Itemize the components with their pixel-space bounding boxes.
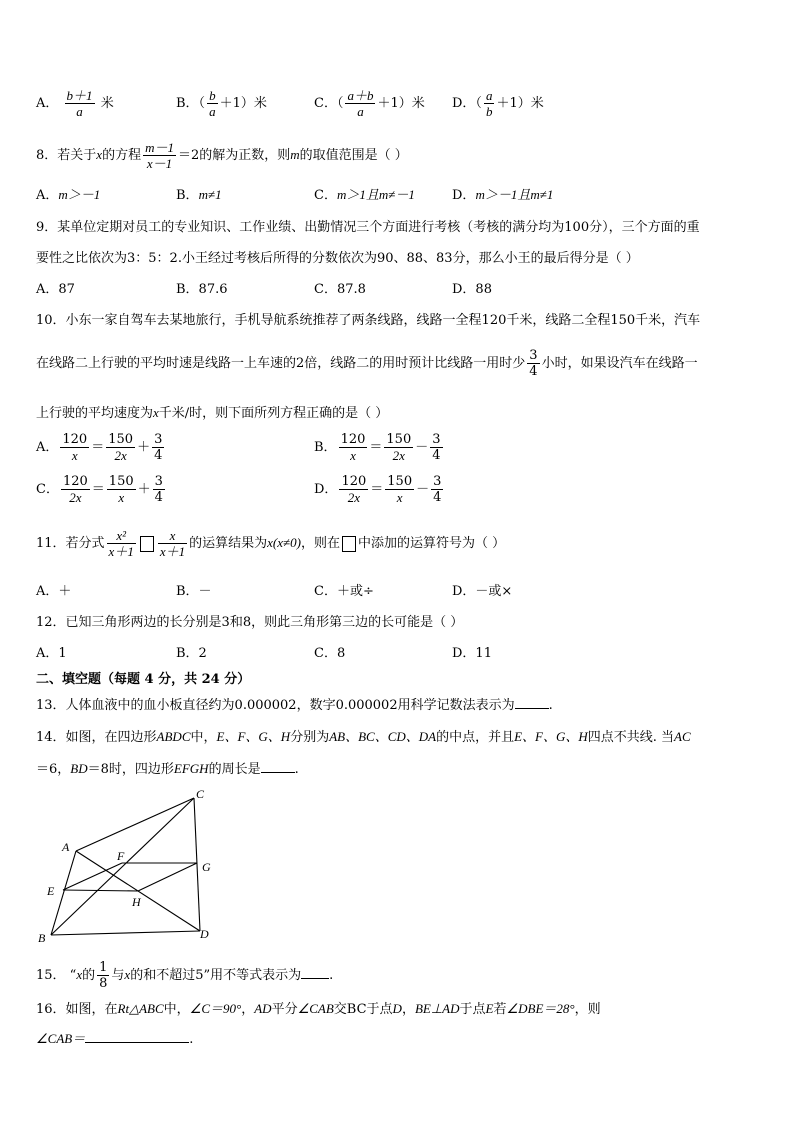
q15-stem [36, 960, 333, 991]
fraction [339, 474, 368, 505]
numerator: 120 [62, 474, 88, 489]
q10-option-a [36, 432, 166, 463]
numerator: 120 [341, 474, 367, 489]
fraction [143, 140, 176, 171]
q10-line1: 10．小东一家自驾车去某地旅行，手机导航系统推荐了两条线路，线路一全程120千米，线路二全程150千米，汽车 [36, 313, 701, 328]
denominator: x－1 [146, 156, 173, 171]
text: 与 [111, 968, 125, 983]
q9-option-c: C．87.8 [314, 282, 366, 297]
quadrilateral-figure [38, 785, 218, 947]
q11-option-d: D．－或× [452, 584, 513, 599]
text: 分别为 [290, 730, 330, 745]
segment-bc [51, 798, 194, 935]
numerator: 3 [529, 348, 538, 363]
numerator: b＋1 [66, 88, 93, 103]
variable: ∠CAB [297, 1001, 334, 1016]
text: 的 [82, 968, 96, 983]
fraction [207, 88, 218, 119]
numerator: 150 [108, 474, 134, 489]
variable: ∠C＝90° [189, 1001, 242, 1016]
text: 中， [190, 730, 217, 745]
denominator: x＋1 [159, 544, 186, 559]
q12-option-a: A．1 [36, 646, 67, 661]
denominator: 4 [529, 364, 538, 379]
fraction [527, 348, 539, 379]
variable: E [485, 1001, 494, 1016]
text: ＝ [91, 482, 105, 497]
fraction [61, 474, 90, 505]
denominator: b [485, 104, 493, 119]
q7-option-a [36, 88, 114, 119]
denominator: 2x [347, 490, 360, 505]
q11-stem [36, 528, 505, 559]
option-tail: ＋1）米 [377, 96, 425, 111]
q10-line3 [36, 404, 388, 423]
q14-line1 [36, 728, 691, 747]
text: 千米/时，则下面所列方程正确的是（ ） [158, 406, 389, 421]
denominator: a [357, 104, 364, 119]
numerator: 3 [432, 432, 441, 447]
numerator: 120 [340, 432, 366, 447]
numerator: b [209, 88, 216, 103]
q8-stem [36, 140, 408, 171]
fraction [106, 432, 135, 463]
variable: BD [70, 761, 88, 776]
text: 于点 [459, 1002, 486, 1017]
text: 15． “ [36, 968, 77, 983]
text: . [548, 698, 553, 713]
variable: Rt△ABC [117, 1001, 164, 1016]
denominator: 4 [154, 490, 163, 505]
label-f: F [117, 849, 125, 863]
text: 上行驶的平均速度为 [36, 406, 154, 421]
text: ＝ [91, 440, 105, 455]
q10-option-c [36, 474, 167, 505]
answer-blank [301, 966, 329, 979]
fraction [484, 88, 495, 119]
option-expr: m＞－1 [58, 187, 101, 202]
text: 平分 [271, 1002, 298, 1017]
option-letter: A． [36, 440, 59, 455]
variable: x [96, 147, 103, 162]
segment-ac [76, 798, 194, 851]
segment-ef [63, 863, 122, 890]
text: ＋ [137, 482, 151, 497]
denominator: 2x [69, 490, 82, 505]
text: 14．如图，在四边形 [36, 730, 157, 745]
text: 13．人体血液中的血小板直径约为0.000002，数字0.000002用科学记数法表示为 [36, 698, 515, 713]
denominator: 4 [432, 448, 441, 463]
option-letter: D．（ [452, 96, 482, 111]
text: ，则在 [300, 536, 340, 551]
variable: AB、BC、CD、DA [329, 729, 437, 744]
q11-option-b: B．－ [176, 584, 212, 599]
fraction [430, 432, 442, 463]
variable: ∠CAB＝ [36, 1031, 86, 1046]
text: 的中点，并且 [436, 730, 515, 745]
numerator: x² [107, 528, 136, 544]
q8-option-c [314, 186, 415, 205]
q16-line2 [36, 1030, 193, 1049]
text: 小时，如果设汽车在线路一 [541, 356, 698, 371]
text: ＝ [369, 440, 383, 455]
result-expr: x(x≠0) [267, 535, 301, 550]
q9-option-a: A．87 [36, 282, 75, 297]
option-letter: D． [314, 482, 338, 497]
text: 的和不超过5”用不等式表示为 [130, 968, 302, 983]
q9-option-b: B．87.6 [176, 282, 228, 297]
variable: E、F、G、H [514, 729, 588, 744]
numerator: 3 [154, 474, 163, 489]
fraction [431, 474, 443, 505]
option-letter: B． [176, 188, 199, 203]
variable: D [392, 1001, 402, 1016]
q16-line1 [36, 1000, 601, 1019]
denominator: x [118, 490, 125, 505]
q12-stem: 12．已知三角形两边的长分别是3和8，则此三角形第三边的长可能是（ ） [36, 615, 464, 630]
q14-line2 [36, 760, 299, 779]
text: 16．如图，在 [36, 1002, 118, 1017]
fraction [65, 88, 95, 119]
denominator: x [71, 448, 78, 463]
label-b: B [38, 931, 46, 945]
q7-option-d [452, 88, 544, 119]
q12-option-b: B．2 [176, 646, 207, 661]
segment-he [63, 890, 138, 891]
denominator: 2x [114, 448, 127, 463]
answer-blank [85, 1030, 189, 1043]
text: 四点不共线. 当 [587, 730, 675, 745]
option-tail: ＋1）米 [219, 96, 267, 111]
text: 若 [493, 1002, 507, 1017]
text: ＝ [370, 482, 384, 497]
variable: x [124, 967, 131, 982]
q9-line2: 要性之比依次为3：5：2.小王经过考核后所得的分数依次为90、88、83分，那么小王的最后得分是（ ） [36, 251, 639, 266]
label-g: G [202, 860, 211, 874]
fraction [158, 528, 187, 559]
text: 8．若关于 [36, 148, 97, 163]
label-d: D [200, 927, 209, 941]
text: ＋ [137, 440, 151, 455]
option-letter: D． [452, 188, 476, 203]
text: 中添加的运算符号为（ ） [357, 536, 506, 551]
q10-option-b [314, 432, 445, 463]
text: ＝2 [177, 148, 200, 163]
q7-option-b [176, 88, 267, 119]
numerator: 120 [62, 432, 88, 447]
text: . [189, 1032, 194, 1047]
unit: 米 [100, 96, 114, 111]
text: ， [241, 1002, 255, 1017]
fraction [345, 88, 375, 119]
q10-line2 [36, 348, 698, 379]
denominator: x [396, 490, 403, 505]
label-h: H [132, 895, 141, 909]
fraction [153, 474, 165, 505]
q9-line1: 9．某单位定期对员工的专业知识、工作业绩、出勤情况三个方面进行考核（考核的满分均为100分），三个方面的重 [36, 220, 700, 235]
label-c: C [196, 787, 205, 801]
option-letter: C． [36, 482, 59, 497]
option-expr: m＞－1且m≠1 [475, 187, 554, 202]
text: － [416, 482, 430, 497]
fraction [385, 474, 414, 505]
numerator: a [485, 88, 493, 103]
text: 的方程 [102, 148, 142, 163]
text: － [415, 440, 429, 455]
fraction [107, 528, 136, 559]
segment-gh [138, 863, 197, 891]
numerator: 150 [387, 474, 413, 489]
numerator: 3 [154, 432, 163, 447]
variable: m [290, 147, 300, 162]
label-a: A [62, 840, 70, 854]
fraction [384, 432, 413, 463]
numerator: 150 [108, 432, 134, 447]
blank-box [140, 536, 154, 552]
fraction [107, 474, 136, 505]
text: . [329, 968, 334, 983]
numerator: m－1 [145, 140, 174, 155]
numerator: 1 [99, 960, 108, 975]
fraction [60, 432, 89, 463]
denominator: 2x [392, 448, 405, 463]
option-expr: m＞1且m≠－1 [336, 187, 415, 202]
fraction [97, 960, 109, 991]
denominator: a [209, 104, 216, 119]
segment-db [51, 931, 200, 935]
text: 的取值范围是（ ） [299, 148, 408, 163]
variable: AC [674, 729, 691, 744]
numerator: a＋b [347, 88, 374, 103]
option-letter: A． [36, 188, 59, 203]
q10-option-d [314, 474, 445, 505]
option-expr: m≠1 [198, 187, 222, 202]
q11-option-a: A．＋ [36, 584, 72, 599]
text: 11．若分式 [36, 536, 105, 551]
fraction [152, 432, 164, 463]
option-tail: ＋1）米 [496, 96, 544, 111]
answer-blank [261, 760, 295, 773]
label-e: E [47, 884, 55, 898]
blank-box [342, 536, 356, 552]
q8-option-a [36, 186, 100, 205]
numerator: 3 [433, 474, 442, 489]
text: ＝8时，四边形 [87, 762, 174, 777]
text: 在线路二上行驶的平均时速是线路一上车速的2倍，线路二的用时预计比线路一用时少 [36, 356, 526, 371]
denominator: x＋1 [108, 544, 134, 559]
variable: ABDC [156, 729, 191, 744]
text: 的周长是 [208, 762, 261, 777]
section-heading: 二、填空题（每题 4 分，共 24 分） [36, 672, 251, 687]
q13-stem [36, 696, 553, 715]
option-letter: C．（ [314, 96, 344, 111]
option-letter: B． [314, 440, 337, 455]
denominator: a [76, 104, 83, 119]
variable: x [76, 967, 83, 982]
q12-option-c: C．8 [314, 646, 346, 661]
variable: BE⊥AD [414, 1001, 460, 1016]
numerator: x [158, 528, 187, 544]
q12-option-d: D．11 [452, 646, 492, 661]
q8-option-b [176, 186, 222, 205]
text: 的解为正数，则 [199, 148, 291, 163]
option-letter: A． [36, 96, 59, 111]
numerator: 150 [386, 432, 412, 447]
fraction [339, 432, 368, 463]
q8-option-d [452, 186, 553, 205]
q11-option-c: C．＋或÷ [314, 584, 374, 599]
denominator: 8 [99, 976, 108, 991]
variable: x [153, 405, 159, 420]
text: ＝6， [36, 762, 71, 777]
denominator: x [350, 448, 356, 463]
text: ， [401, 1002, 415, 1017]
variable: EFGH [173, 761, 209, 776]
variable: AD [254, 1001, 272, 1016]
q9-option-d: D．88 [452, 282, 492, 297]
variable: E、F、G、H [216, 729, 291, 744]
text: ，则 [574, 1002, 601, 1017]
denominator: 4 [433, 490, 442, 505]
text: 交BC于点 [333, 1002, 393, 1017]
text: 的运算结果为 [189, 536, 268, 551]
q7-option-c [314, 88, 425, 119]
text: 中， [163, 1002, 190, 1017]
variable: ∠DBE＝28° [506, 1001, 575, 1016]
text: . [294, 762, 299, 777]
denominator: 4 [154, 448, 163, 463]
option-letter: C． [314, 188, 337, 203]
answer-blank [515, 696, 549, 709]
option-letter: B．（ [176, 96, 206, 111]
